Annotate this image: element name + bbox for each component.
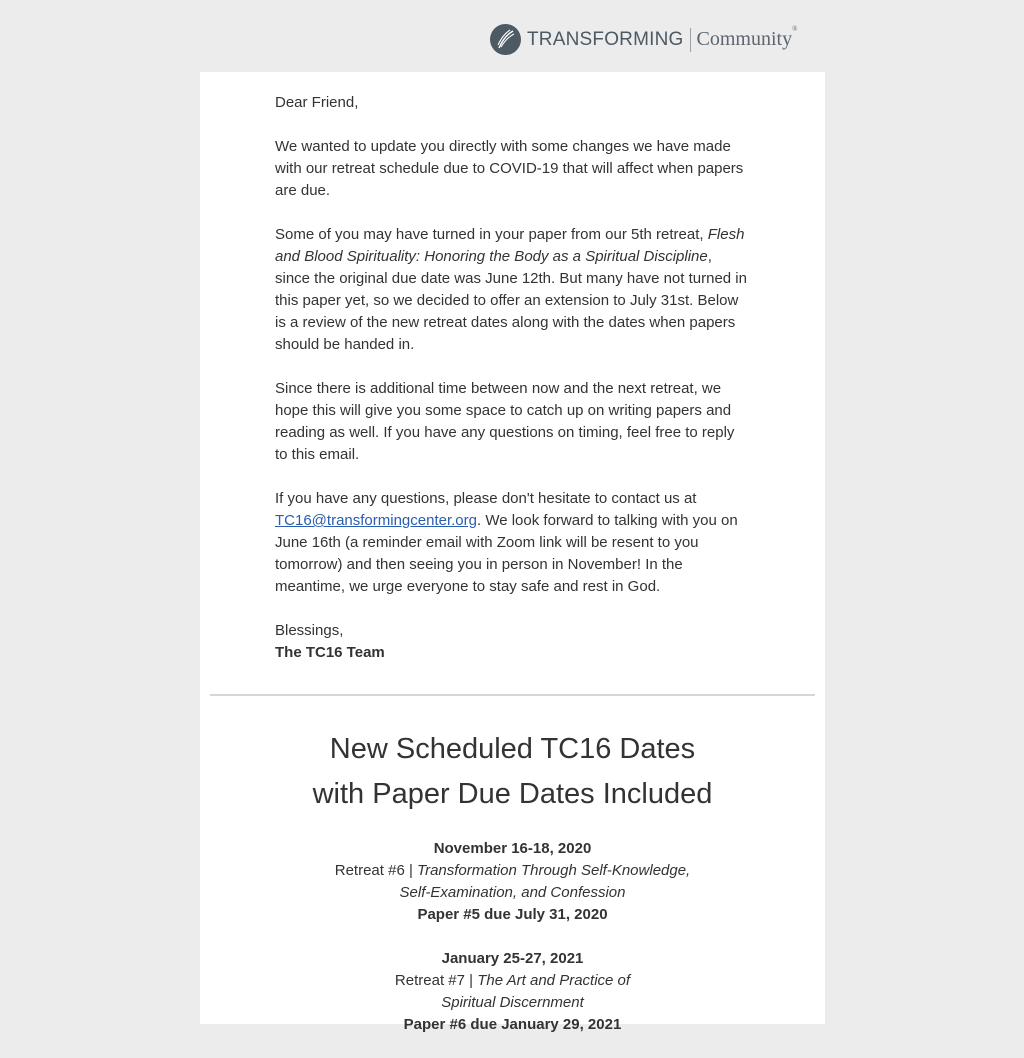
signoff bbox=[275, 620, 750, 664]
leaf-icon bbox=[490, 24, 521, 55]
signature: The TC16 Team bbox=[275, 644, 385, 661]
email-body bbox=[200, 72, 825, 1033]
retreat-date: November 16-18, 2020 bbox=[433, 840, 592, 857]
retreat-date: January 25-27, 2021 bbox=[441, 950, 584, 967]
paragraph-contact-intro: If you have any questions, please don't hesitate to contact us at bbox=[275, 490, 697, 507]
paragraph-additional-time: Since there is additional time between now and the next retreat, we hope this will give you some space to catch up on writing papers and reading as well. If you have any questions on timing, feel free to reply to this email. bbox=[275, 380, 735, 463]
dates-section-title bbox=[200, 727, 825, 817]
paragraph-extension-detail: , since the original due date was June 12th. But many have not turned in this paper yet, so we decided to offer an extension to July 31st. Below is a review of the new retreat dates along with the dates when papers should be handed in. bbox=[275, 248, 747, 353]
paragraph-contact-detail: . We look forward to talking with you on June 16th (a reminder email with Zoom link will be resent to you tomorrow) and then seeing you in person in November! In the meantime, we urge everyone to stay safe and rest in God. bbox=[275, 512, 738, 595]
retreat-title-line-1: The Art and Practice of bbox=[477, 972, 631, 989]
paragraph-extension-intro: Some of you may have turned in your paper from our 5th retreat, bbox=[275, 226, 708, 243]
retreat-5-title: Flesh and Blood Spirituality: Honoring the Body as a Spiritual Discipline bbox=[275, 226, 745, 265]
logo-community-text: Community® bbox=[696, 25, 798, 50]
logo-wordmark: TRANSFORMING bbox=[527, 28, 684, 50]
retreat-title-line-2-text: Self-Examination, and Confession bbox=[399, 884, 626, 901]
retreat-schedule bbox=[200, 838, 825, 1058]
retreat-title-line-2 bbox=[200, 992, 825, 1014]
dates-title-line-1: New Scheduled TC16 Dates bbox=[329, 733, 696, 765]
retreat-title-line-2 bbox=[200, 882, 825, 904]
paper-due-date: Paper #6 due January 29, 2021 bbox=[403, 1016, 622, 1033]
email-header bbox=[0, 0, 1024, 72]
closing: Blessings, bbox=[275, 622, 344, 639]
contact-email-link[interactable]: TC16@transformingcenter.org bbox=[275, 512, 477, 529]
retreat-title-line-2-text: Spiritual Discernment bbox=[441, 994, 584, 1011]
retreat-number: Retreat #6 | bbox=[334, 862, 418, 879]
registered-mark: ® bbox=[792, 25, 798, 33]
paper-due-date: Paper #5 due July 31, 2020 bbox=[417, 906, 608, 923]
greeting: Dear Friend, bbox=[275, 94, 359, 111]
schedule-entry bbox=[200, 948, 825, 1036]
retreat-number: Retreat #7 | bbox=[394, 972, 478, 989]
paragraph-contact bbox=[275, 488, 750, 598]
retreat-name bbox=[200, 860, 825, 882]
retreat-title-line-1: Transformation Through Self-Knowledge, bbox=[417, 862, 691, 879]
paragraph-extension bbox=[275, 224, 750, 356]
retreat-name bbox=[200, 970, 825, 992]
transforming-community-logo[interactable] bbox=[490, 24, 797, 55]
dates-title-line-2: with Paper Due Dates Included bbox=[312, 778, 713, 810]
schedule-entry bbox=[200, 838, 825, 926]
paragraph-update: We wanted to update you directly with some changes we have made with our retreat schedule due to COVID-19 that will affect when papers are due. bbox=[275, 138, 744, 199]
letter-content bbox=[275, 92, 750, 664]
section-divider bbox=[210, 694, 815, 696]
logo-separator bbox=[690, 28, 691, 52]
